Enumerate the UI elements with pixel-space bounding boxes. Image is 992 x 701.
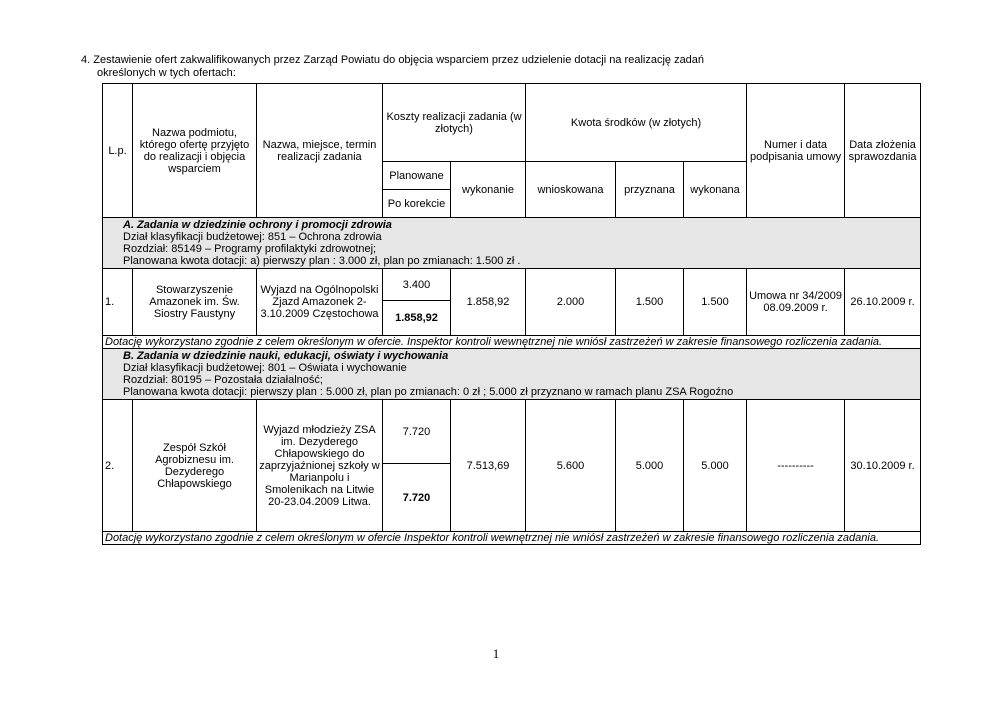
header-koszty: Koszty realizacji zadania (w złotych) xyxy=(383,84,526,162)
row-2-planowane: 7.720 xyxy=(383,400,451,464)
row-2-wnioskowana: 5.600 xyxy=(526,400,616,532)
header-planowane: Planowane xyxy=(383,162,451,190)
row-2-data: 30.10.2009 r. xyxy=(845,400,921,532)
section-b-info xyxy=(103,349,921,400)
row-2-podmiot: Zespół Szkół Agrobiznesu im. Dezyderego Chłapowskiego xyxy=(133,400,257,532)
section-a-line-2: Rozdział: 85149 – Programy profilaktyki zdrowotnej; xyxy=(123,243,377,255)
row-1-podmiot: Stowarzyszenie Amazonek im. Św. Siostry Faustyny xyxy=(133,269,257,336)
section-a-note: Dotację wykorzystano zgodnie z celem określonym w ofercie. Inspektor kontroli wewnętrznej nie wniósł zastrzeżeń w zakresie finansowego rozliczenia zadania. xyxy=(103,336,921,349)
row-2-wykonanie: 7.513,69 xyxy=(451,400,526,532)
section-b-header xyxy=(103,349,921,400)
header-wykonanie: wykonanie xyxy=(451,162,526,218)
header-numer-umowy: Numer i data podpisania umowy xyxy=(747,84,845,218)
offers-table xyxy=(102,83,921,545)
row-1-po-korekcie: 1.858,92 xyxy=(383,301,451,336)
row-2-po-korekcie: 7.720 xyxy=(383,464,451,532)
page-number: 1 xyxy=(492,646,500,661)
table-row xyxy=(103,400,921,464)
header-podmiot: Nazwa podmiotu, którego ofertę przyjęto do realizacji i objęcia wsparciem xyxy=(133,84,257,218)
section-b-line-3: Planowana kwota dotacji: pierwszy plan : 5.000 zł, plan po zmianach: 0 zł ; 5.000 zł przyznano w ramach planu ZSA Rogoźno xyxy=(123,386,734,398)
section-a-note-row xyxy=(103,336,921,349)
header-po-korekcie: Po korekcie xyxy=(383,190,451,218)
section-a-line-3: Planowana kwota dotacji: a) pierwszy plan : 3.000 zł, plan po zmianach: 1.500 zł . xyxy=(123,255,521,267)
section-a-header xyxy=(103,218,921,269)
heading-line-2: określonych w tych ofertach: xyxy=(97,67,236,79)
header-przyznana: przyznana xyxy=(616,162,684,218)
section-b-line-1: Dział klasyfikacji budżetowej: 801 – Oświata i wychowanie xyxy=(123,362,407,374)
row-2-umowa: ---------- xyxy=(747,400,845,532)
row-1-data: 26.10.2009 r. xyxy=(845,269,921,336)
document-heading xyxy=(81,54,941,80)
row-2-lp: 2. xyxy=(103,400,133,532)
heading-line-1: 4. Zestawienie ofert zakwalifikowanych przez Zarząd Powiatu do objęcia wsparciem przez udzielenie dotacji na realizację zadań xyxy=(81,54,705,66)
header-nazwa: Nazwa, miejsce, termin realizacji zadania xyxy=(257,84,383,218)
section-a-line-1: Dział klasyfikacji budżetowej: 851 – Ochrona zdrowia xyxy=(123,231,382,243)
row-1-nazwa: Wyjazd na Ogólnopolski Zjazd Amazonek 2-3.10.2009 Częstochowa xyxy=(257,269,383,336)
row-1-wnioskowana: 2.000 xyxy=(526,269,616,336)
section-a-title: A. Zadania w dziedzinie ochrony i promocji zdrowia xyxy=(123,219,392,231)
section-b-line-2: Rozdział: 80195 – Pozostała działalność; xyxy=(123,374,323,386)
row-1-umowa: Umowa nr 34/2009 08.09.2009 r. xyxy=(747,269,845,336)
row-2-nazwa: Wyjazd młodzieży ZSA im. Dezyderego Chłapowskiego do zaprzyjaźnionej szkoły w Marianpolu i Smolenikach na Litwie 20-23.04.2009 Litwa. xyxy=(257,400,383,532)
header-wykonana: wykonana xyxy=(684,162,747,218)
header-data-zlozenia: Data złożenia sprawozdania xyxy=(845,84,921,218)
row-1-lp: 1. xyxy=(103,269,133,336)
header-lp: L.p. xyxy=(103,84,133,218)
section-b-title: B. Zadania w dziedzinie nauki, edukacji, oświaty i wychowania xyxy=(123,350,449,362)
row-1-wykonanie: 1.858,92 xyxy=(451,269,526,336)
section-a-info xyxy=(103,218,921,269)
row-2-wykonana: 5.000 xyxy=(684,400,747,532)
row-2-przyznana: 5.000 xyxy=(616,400,684,532)
table-row xyxy=(103,269,921,301)
row-1-przyznana: 1.500 xyxy=(616,269,684,336)
row-1-wykonana: 1.500 xyxy=(684,269,747,336)
header-row-1 xyxy=(103,84,921,162)
row-1-planowane: 3.400 xyxy=(383,269,451,301)
section-b-note: Dotację wykorzystano zgodnie z celem określonym w ofercie Inspektor kontroli wewnętrznej nie wniósł zastrzeżeń w zakresie finansowego rozliczenia zadania. xyxy=(103,532,921,545)
header-wnioskowana: wnioskowana xyxy=(526,162,616,218)
section-b-note-row xyxy=(103,532,921,545)
header-kwota: Kwota środków (w złotych) xyxy=(526,84,747,162)
